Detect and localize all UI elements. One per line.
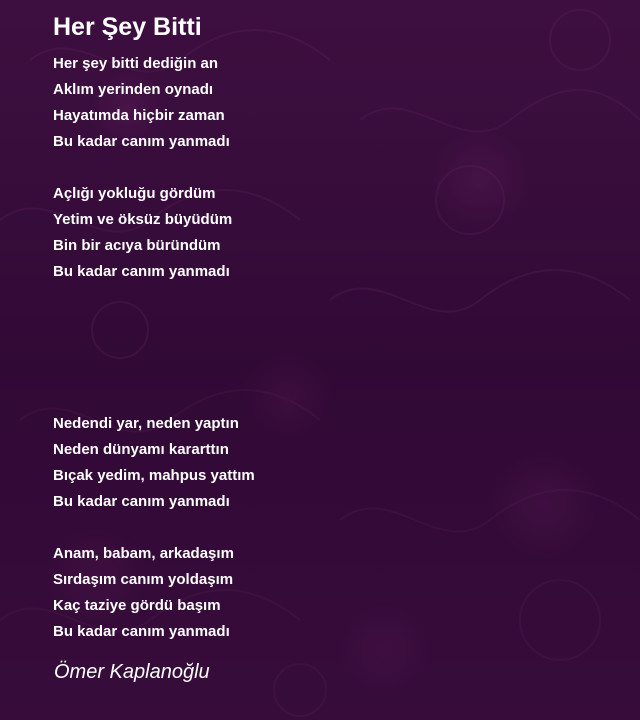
poem-line: Neden dünyamı kararttın (53, 441, 229, 458)
poem-line: Bıçak yedim, mahpus yattım (53, 467, 255, 484)
poem-line: Bu kadar canım yanmadı (53, 493, 230, 510)
poem-line: Anam, babam, arkadaşım (53, 545, 234, 562)
poem-line: Hayatımda hiçbir zaman (53, 107, 225, 124)
stanza-3 (53, 411, 255, 515)
poem-line: Bin bir acıya büründüm (53, 237, 221, 254)
poem-line: Sırdaşım canım yoldaşım (53, 571, 234, 588)
poem-line: Her şey bitti dediğin an (53, 55, 219, 72)
stanza-2 (53, 181, 232, 285)
poem-line: Bu kadar canım yanmadı (53, 623, 230, 640)
poem-line: Bu kadar canım yanmadı (53, 263, 230, 280)
stanza-4 (53, 541, 234, 645)
poem-line: Nedendi yar, neden yaptın (53, 415, 239, 432)
poem-line: Aklım yerinden oynadı (53, 81, 214, 98)
poem-title: Her Şey Bitti (53, 13, 202, 41)
stanza-1 (53, 51, 230, 155)
poem-line: Açlığı yokluğu gördüm (53, 185, 216, 202)
poem-author: Ömer Kaplanoğlu (54, 661, 210, 683)
poem-line: Kaç taziye gördü başım (53, 597, 221, 614)
poem-line: Yetim ve öksüz büyüdüm (53, 211, 233, 228)
poem-line: Bu kadar canım yanmadı (53, 133, 230, 150)
